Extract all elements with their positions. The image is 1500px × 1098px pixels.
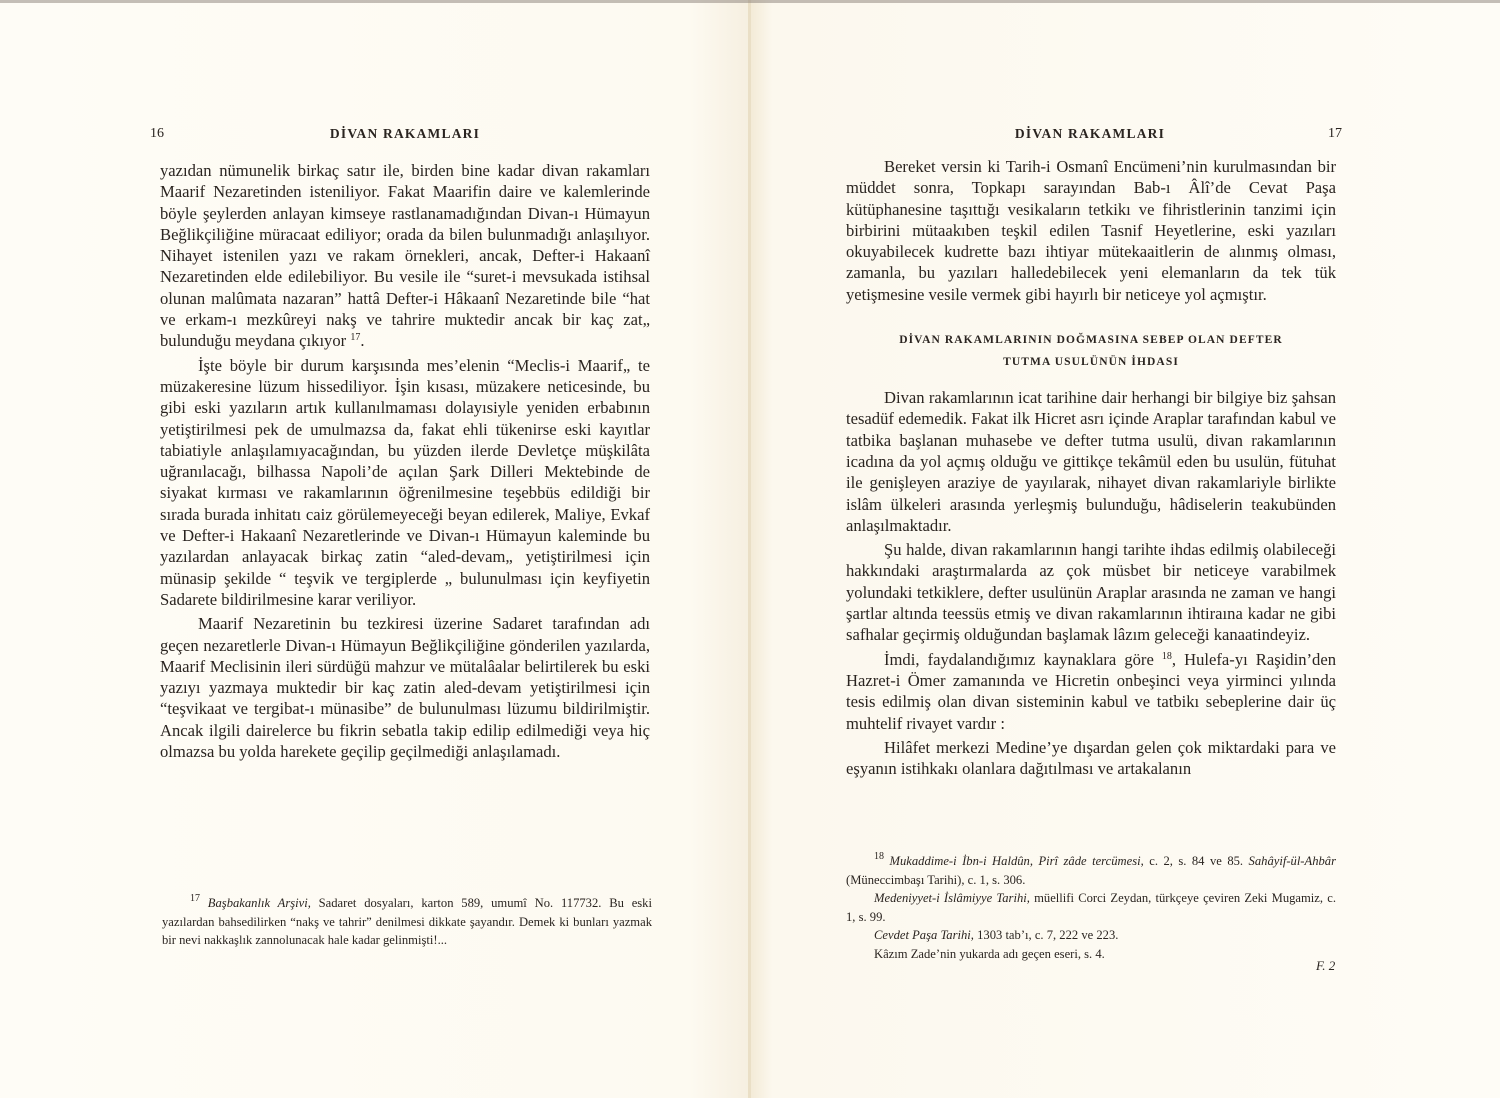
running-head: DİVAN RAKAMLARI	[1014, 126, 1166, 141]
paragraph: Divan rakamlarının icat tarihine dair herhangi bir bilgiye biz şahsan tesadüf edemedik. Fakat ilk Hicret asrı içinde Araplar tarafından kabul ve tatbika başlanan muhasebe ve defter tutma usulü, divan rakamlarının icadına da yol açmış olduğu ve gittikçe tekâmül eden bu usulün, fütuhat ile genişleyen araziye de yayılarak, nihayet divan rakamlariyle birlikte islâm ülkeleri arasında yerleşmiş bulunduğu, hâdiselerin teakubünden anlaşılmaktadır.	[846, 388, 1336, 535]
book-gutter	[748, 0, 751, 1098]
footnote-number: 17	[190, 893, 200, 904]
page-number: 17	[1328, 126, 1342, 141]
signature-mark: F. 2	[1316, 958, 1336, 973]
footnote: Medeniyyet-i İslâmiyye Tarihi, müellifi Corci Zeydan, türkçeye çeviren Zeki Mugamiz, c. 1, s. 99.	[846, 891, 1336, 924]
paragraph: Maarif Nezaretinin bu tezkiresi üzerine Sadaret tarafından adı geçen nezaretlerle Divan-ı Hümayun Beğlikçiliğine gönderilen yazılarda, Maarif Meclisinin ileri sürdüğü mahzur ve mütalâalar belirtilerek bu eski yazıyı yazmaya muktedir bir kaç zatin aled-devam yetiştirilmesi için “teşvikaat ve tergibat-ı münasibe” de bulunulması lüzumu bildirilmiştir. Ancak ilgili dairelerce bu fikrin sebatla takip edilip edilmediği veya hiç olmazsa bu yolda harekete geçilip geçilmediği anlaşılamadı.	[160, 614, 650, 762]
body-text	[846, 156, 1336, 779]
footnote-source: Başbakanlık Arşivi,	[207, 896, 311, 910]
page-number: 16	[150, 126, 164, 141]
paragraph: İmdi, faydalandığımız kaynaklara göre $^{18}$, Hulefa-yı Raşidin’den Hazret-i Ömer zamanında ve Hicretin onbeşinci veya yirminci yılında tesis edilmiş olan divan sisteminin kabul ve tatbikı sebeplerine dair üç muhtelif rivayet vardır :	[846, 649, 1337, 733]
paragraph: Hilâfet merkezi Medine’ye dışardan gelen çok miktardaki para ve eşyanın istihkakı olanlara dağıtılması ve artakalanın	[846, 737, 1336, 779]
running-head: DİVAN RAKAMLARI	[329, 126, 481, 141]
footnote: $^{17}$ Başbakanlık Arşivi, Sadaret dosyaları, karton 589, umumî No. 117732. Bu eski yazılardan bahsedilirken “nakş ve tahrir” denilmesi dikkate şayandır. Demek ki bunları yazmak bir nevi nakkaşlık zannolunacak hale kadar gelinmişti!...	[162, 893, 652, 947]
footnotes	[162, 894, 652, 950]
paragraph: İşte böyle bir durum karşısında mes’elenin “Meclis-i Maarif„ te müzakeresine lüzum hissediliyor. İşin kısası, müzakere neticesinde, bu gibi eski yazıların artık kullanılmaması dolayısiyle yeniden erbabının yetiştirilmesi pek de umulmazsa da, fakat ehli tükenirse eski kayıtlar tabiatiyle anlaşılamıyacağından, bu yüzden ilerde Devletçe müşkilâta uğranılacağı, bilhassa Napoli’de açılan Şark Dilleri Mektebinde de siyakat kırması ve rakamlarının öğrenilmesine teşebbüs edildiği bir sırada burada inhitatı caiz görülemeyeceği beyan edilerek, Maliye, Evkaf ve Defter-i Hakaanî Nezaretlerinde ve Divan-ı Hümayun kaleminde bu yazılardan anlayacak birkaç zatin “aled-devam„ yetiştirilmesi için münasip şekilde “ teşvik ve tergiplerde „ bulunulması için keyfiyetin Sadarete bildirilmesine karar veriliyor.	[160, 355, 650, 609]
footnote: $^{18}$ Mukaddime-i İbn-i Haldûn, Pirî zâde tercümesi, c. 2, s. 84 ve 85. Sahâyif-ül-Ahbâr (Müneccimbaşı Tarihi), c. 1, s. 306.	[846, 851, 1336, 887]
paragraph: yazıdan nümunelik birkaç satır ile, birden bine kadar divan rakamları Maarif Nezaretinden isteniliyor. Fakat Maarifin daire ve kalemlerinde böyle şeylerden anlayan kimseye rastlanamadığından Divan-ı Hümayun Beğlikçiliğine müracaat ediliyor; orada da bilen bulunmadığı anlaşılıyor. Nihayet istenilen yazı ve rakam örnekleri, ancak, Defter-i Hakaanî Nezaretinden elde edilebiliyor. Bu vesile ile “suret-i mevsukada istihsal olunan malûmata nazaran” hattâ Defter-i Hâkaanî Nezaretinde bile “hat ve erkam-ı mezkûreyi nakş ve tahrire muktedir ancak bir kaç zat„ bulunduğu meydana çıkıyor $^{17}$.	[160, 161, 650, 351]
paragraph: Şu halde, divan rakamlarının hangi tarihte ihdas edilmiş olabileceği hakkındaki araştırmalarda az çok müsbet bir neticeye varabilmek yolundaki tetkiklere, defter usulünün Araplar arasında ne zaman ve hangi şartlar altında teessüs etmiş ve divan rakamlarının ihtiraına kadar ne gibi safhalar geçirmiş olduğundan başlamak lâzım geleceği kanaatindeyiz.	[846, 540, 1336, 645]
footnote-reference[interactable]: 18	[1161, 650, 1172, 662]
body-text	[160, 160, 650, 762]
footnote-reference[interactable]: 17	[350, 332, 361, 344]
footnote: Cevdet Paşa Tarihi, 1303 tab’ı, c. 7, 222 ve 223.	[874, 928, 1119, 942]
right-page	[750, 0, 1500, 1098]
section-heading: DİVAN RAKAMLARININ DOĞMASINA SEBEP OLAN DEFTER TUTMA USULÜNÜN İHDASI	[899, 334, 1283, 369]
paragraph: Bereket versin ki Tarih-i Osmanî Encümeni’nin kurulmasından bir müddet sonra, Topkapı sarayından Bab-ı Âlî’de Cevat Paşa kütüphanesine taşıttığı vesikaların tetkikı ve fihristlerinin tanzimi için birbirini mütaakıben teşkil edilen Tasnif Heyetlerine, eski yazıları okuyabilecek kudrette bazı ihtiyar mütekaaitlerin de alınmış olması, zamanla, bu yazıları halledebilecek yeni elemanların da tek tük yetişmesine vesile vermek gibi hayırlı bir neticeye yol açmıştır.	[846, 157, 1336, 304]
footnotes	[846, 852, 1336, 963]
scan-edge	[0, 0, 1500, 3]
footnote: Kâzım Zade’nin yukarda adı geçen eseri, s. 4.	[874, 946, 1105, 961]
